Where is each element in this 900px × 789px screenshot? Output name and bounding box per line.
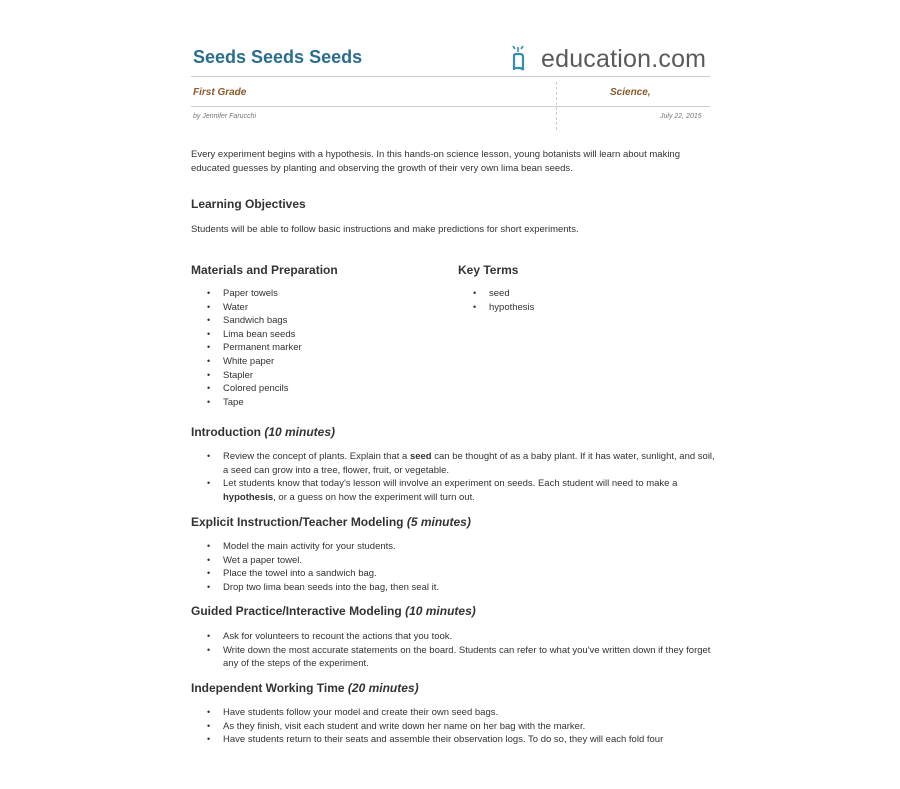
list-item: • Stapler: [207, 369, 457, 383]
list-item: • Lima bean seeds: [207, 328, 457, 342]
lesson-title: Seeds Seeds Seeds: [193, 47, 363, 67]
list-item: • Model the main activity for your students.: [207, 540, 717, 554]
list-item: • Permanent marker: [207, 341, 457, 355]
book-sprout-icon: [508, 44, 538, 74]
list-item: • Paper towels: [207, 287, 457, 301]
independent-heading: [191, 681, 419, 695]
section-heading-text: Guided Practice/Interactive Modeling: [191, 604, 402, 618]
objectives-heading: Learning Objectives: [191, 197, 306, 211]
section-heading-text: Explicit Instruction/Teacher Modeling: [191, 515, 404, 529]
section-duration: (10 minutes): [264, 425, 336, 439]
list-item: • Have students return to their seats and assemble their observation logs. To do so, they will each fold four: [207, 733, 727, 747]
list-item: • Drop two lima bean seeds into the bag, then seal it.: [207, 581, 717, 595]
independent-list: [193, 706, 727, 747]
list-item: • Place the towel into a sandwich bag.: [207, 567, 717, 581]
list-item: • Let students know that today's lesson will involve an experiment on seeds. Each student will need to make a hypothesis, or a guess on how the experiment will turn out.: [207, 477, 717, 504]
list-item: • hypothesis: [473, 301, 713, 315]
introduction-list: [193, 450, 717, 504]
grade-label: First Grade: [193, 87, 247, 98]
key-terms-heading: Key Terms: [458, 263, 519, 277]
header-rule-top: [191, 76, 710, 77]
header-rule-middle: [191, 106, 710, 107]
introduction-heading: [191, 425, 335, 439]
list-item: • Sandwich bags: [207, 314, 457, 328]
section-duration: (10 minutes): [405, 604, 476, 618]
section-heading-text: Introduction: [191, 425, 261, 439]
education-com-logo[interactable]: [508, 44, 706, 74]
list-item: • Write down the most accurate statements on the board. Students can refer to what you've written down if they forget any of the steps of the experiment.: [207, 644, 717, 671]
guided-list: [193, 630, 717, 671]
list-item: • seed: [473, 287, 713, 301]
intro-paragraph: Every experiment begins with a hypothesis. In this hands-on science lesson, young botanists will learn about making educated guesses by planting and observing the growth of their very own lima bean seeds.: [191, 149, 680, 174]
explicit-heading: [191, 515, 471, 529]
materials-heading: Materials and Preparation: [191, 263, 338, 277]
key-terms-list: [459, 287, 713, 314]
section-duration: (20 minutes): [347, 681, 419, 695]
subject-label: Science,: [610, 87, 651, 98]
section-heading-text: Independent Working Time: [191, 681, 345, 695]
list-item: • Tape: [207, 396, 457, 410]
author-byline: by Jennifer Farucchi: [193, 113, 257, 120]
list-item: • Colored pencils: [207, 382, 457, 396]
materials-list: [193, 287, 457, 409]
list-item: • Have students follow your model and create their own seed bags.: [207, 706, 727, 720]
explicit-list: [193, 540, 717, 594]
list-item: • Ask for volunteers to recount the actions that you took.: [207, 630, 717, 644]
list-item: • Review the concept of plants. Explain that a seed can be thought of as a baby plant. If it has water, sunlight, and soil, a seed can grow into a tree, flower, fruit, or vegetable.: [207, 450, 717, 477]
logo-text: education.com: [541, 44, 707, 73]
list-item: • White paper: [207, 355, 457, 369]
list-item: • Water: [207, 301, 457, 315]
guided-heading: [191, 604, 476, 618]
publish-date: July 22, 2015: [660, 113, 702, 120]
objectives-text: Students will be able to follow basic instructions and make predictions for short experiments.: [191, 224, 579, 235]
list-item: • Wet a paper towel.: [207, 554, 717, 568]
list-item: • As they finish, visit each student and write down her name on her bag with the marker.: [207, 720, 727, 734]
section-duration: (5 minutes): [406, 515, 471, 529]
